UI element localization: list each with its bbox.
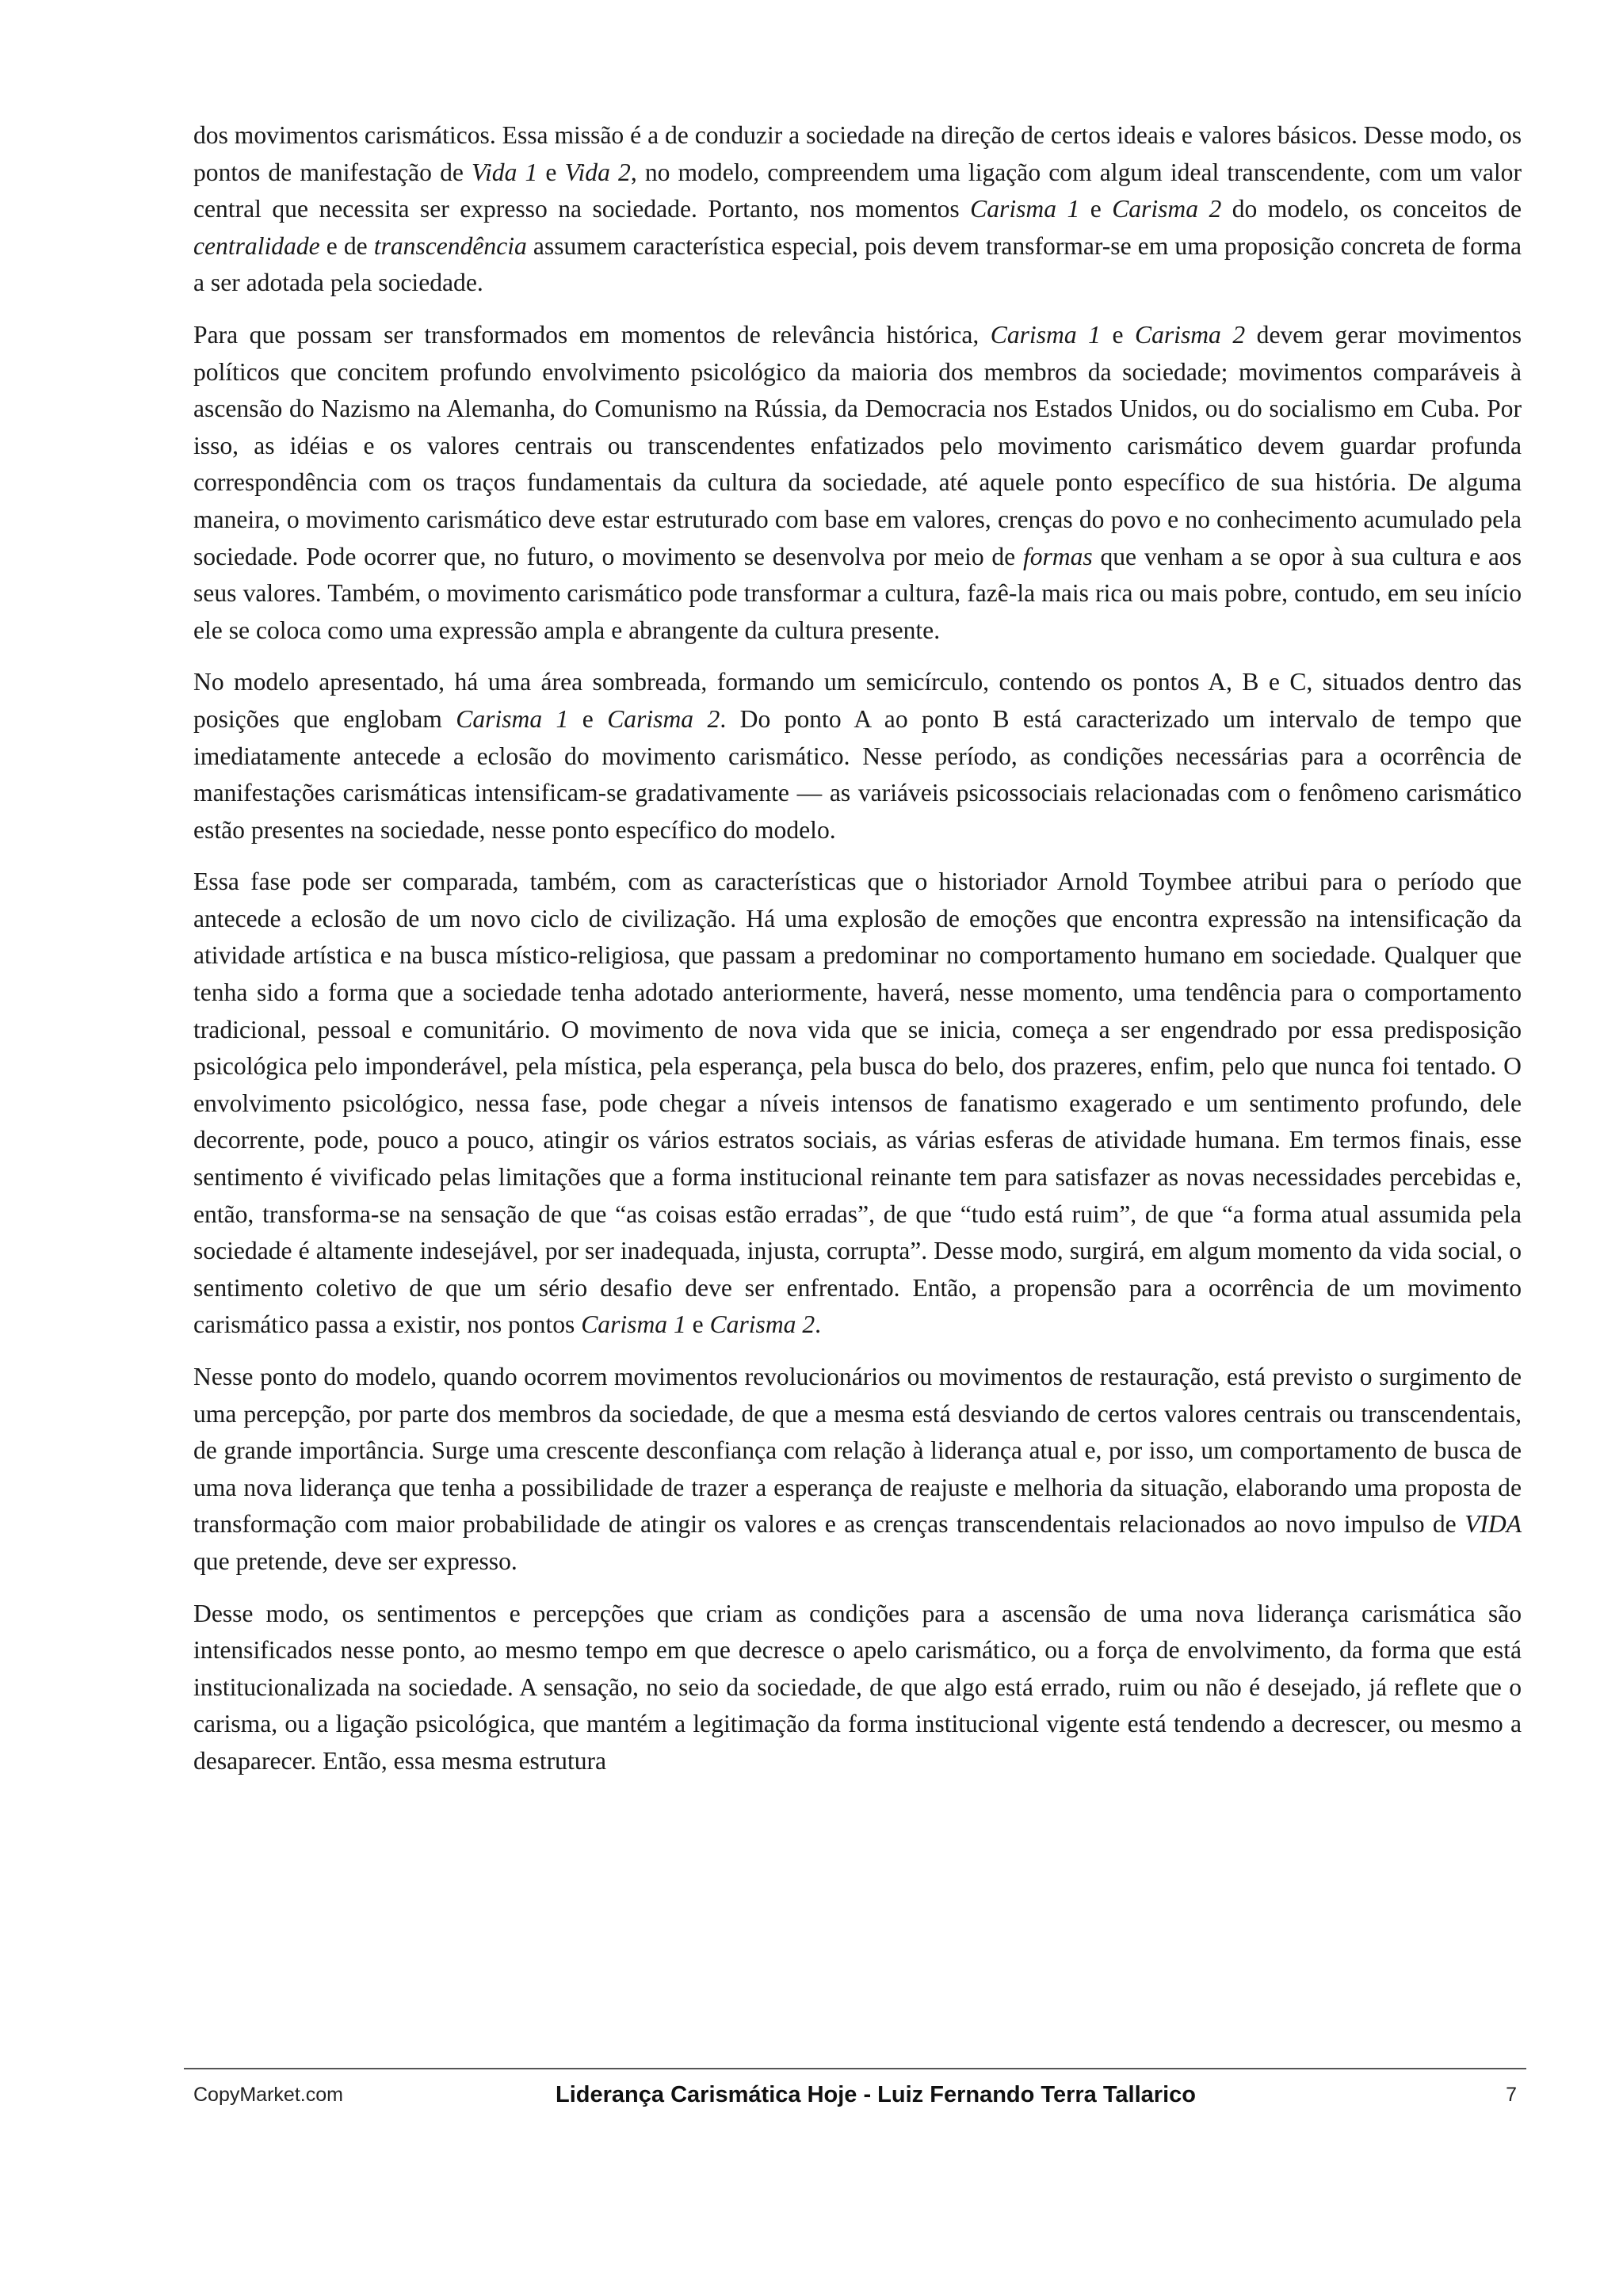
text-run: e <box>568 704 608 733</box>
text-run: e <box>685 1310 710 1339</box>
body-paragraph <box>193 117 1522 302</box>
italic-term: Carisma 2 <box>709 1310 815 1339</box>
text-run: que venham a se opor à sua cultura e aos seus valores. Também, o movimento carismático pode transformar a cultura, fazê-la mais rica ou mais pobre, contudo, em seu início ele se coloca como uma expressão ampla e abrangente da cultura presente. <box>193 542 1522 644</box>
text-run: . <box>815 1310 822 1339</box>
document-body <box>193 117 1522 1795</box>
body-paragraph <box>193 864 1522 1344</box>
text-run: Essa fase pode ser comparada, também, com as características que o historiador Arnold Toymbee atribui para o período que antecede a eclosão de um novo ciclo de civilização. Há uma explosão de emoções que encontra expressão na intensificação da atividade artística e na busca místico-religiosa, que passam a predominar no comportamento humano em sociedade. Qualquer que tenha sido a forma que a sociedade tenha adotado anteriormente, haverá, nesse momento, uma tendência para o comportamento tradicional, pessoal e comunitário. O movimento de nova vida que se inicia, começa a ser engendrado por essa predisposição psicológica pelo imponderável, pela mística, pela esperança, pela busca do belo, dos prazeres, enfim, pelo que nunca foi tentado. O envolvimento psicológico, nessa fase, pode chegar a níveis intensos de fanatismo exagerado e um sentimento profundo, dele decorrente, pode, pouco a pouco, atingir os vários estratos sociais, as várias esferas de atividade humana. Em termos finais, esse sentimento é vivificado pelas limitações que a forma institucional reinante tem para satisfazer as novas necessidades percebidas e, então, transforma-se na sensação de que “as coisas estão erradas”, de que “tudo está ruim”, de que “a forma atual assumida pela sociedade é altamente indesejável, por ser inadequada, injusta, corrupta”. Desse modo, surgirá, em algum momento da vida social, o sentimento coletivo de que um sério desafio deve ser enfrentado. Então, a propensão para a ocorrência de um movimento carismático passa a existir, nos pontos <box>193 868 1522 1339</box>
italic-term: Vida 2 <box>564 158 631 186</box>
italic-term: centralidade <box>193 231 320 260</box>
italic-term: Carisma 1 <box>456 704 569 733</box>
text-run: No modelo apresentado, há uma área sombreada, formando um semicírculo, contendo os pontos A, B e C, situados dentro das posições que englobam <box>193 668 1522 733</box>
italic-term: transcendência <box>373 231 527 260</box>
text-run: e <box>1100 320 1135 349</box>
footer-publisher: CopyMarket.com <box>193 2084 343 2106</box>
italic-term: Vida 1 <box>472 158 538 186</box>
italic-term: VIDA <box>1465 1510 1522 1539</box>
footer-title: Liderança Carismática Hoje - Luiz Fernando Terra Tallarico <box>556 2082 1196 2107</box>
text-run: Para que possam ser transformados em momentos de relevância histórica, <box>193 320 991 349</box>
text-run: Desse modo, os sentimentos e percepções que criam as condições para a ascensão de uma nova liderança carismática são intensificados nesse ponto, ao mesmo tempo em que decresce o apelo carismático, ou a força de envolvimento, da forma que está institucionalizada na sociedade. A sensação, no seio da sociedade, de que algo está errado, ruim ou não é desejado, já reflete que o carisma, ou a ligação psicológica, que mantém a legitimação da forma institucional vigente está tendendo a decrescer, ou mesmo a desaparecer. Então, essa mesma estrutura <box>193 1599 1522 1775</box>
text-run: dos movimentos carismáticos. Essa missão é a de conduzir a sociedade na direção de certos ideais e valores básicos. Desse modo, os pontos de manifestação de <box>193 121 1522 186</box>
footer-divider <box>184 2068 1526 2069</box>
italic-term: Carisma 1 <box>581 1310 686 1339</box>
text-run: que pretende, deve ser expresso. <box>193 1547 517 1575</box>
text-run: e <box>537 158 565 186</box>
italic-term: Carisma 2 <box>607 704 720 733</box>
text-run: Nesse ponto do modelo, quando ocorrem movimentos revolucionários ou movimentos de restauração, está previsto o surgimento de uma percepção, por parte dos membros da sociedade, de que a mesma está desviando de certos valores centrais ou transcendentais, de grande importância. Surge uma crescente desconfiança com relação à liderança atual e, por isso, um comportamento de busca de uma nova liderança que tenha a possibilidade de trazer a esperança de reajuste e melhoria da situação, elaborando uma proposta de transformação com maior probabilidade de atingir os valores e as crenças transcendentais relacionados ao novo impulso de <box>193 1363 1522 1539</box>
text-run: , no modelo, compreendem uma ligação com algum ideal transcendente, com um valor central que necessita ser expresso na sociedade. Portanto, nos momentos <box>193 158 1522 223</box>
italic-term: formas <box>1022 542 1093 570</box>
page-footer <box>193 2081 1517 2112</box>
body-paragraph <box>193 664 1522 849</box>
text-run: e <box>1079 195 1113 223</box>
text-run: do modelo, os conceitos de <box>1221 195 1522 223</box>
italic-term: Carisma 1 <box>990 320 1101 349</box>
body-paragraph <box>193 317 1522 649</box>
text-run: . Do ponto A ao ponto B está caracterizado um intervalo de tempo que imediatamente antecede a eclosão do movimento carismático. Nesse período, as condições necessárias para a ocorrência de manifestações carismáticas intensificam-se gradativamente — as variáveis psicossociais relacionadas com o fenômeno carismático estão presentes na sociedade, nesse ponto específico do modelo. <box>193 704 1522 844</box>
body-paragraph <box>193 1596 1522 1780</box>
text-run: e de <box>319 231 374 260</box>
page-number: 7 <box>1506 2084 1517 2106</box>
text-run: assumem característica especial, pois devem transformar-se em uma proposição concreta de forma a ser adotada pela sociedade. <box>193 231 1522 297</box>
text-run: devem gerar movimentos políticos que concitem profundo envolvimento psicológico da maioria dos membros da sociedade; movimentos comparáveis à ascensão do Nazismo na Alemanha, do Comunismo na Rússia, da Democracia nos Estados Unidos, ou do socialismo em Cuba. Por isso, as idéias e os valores centrais ou transcendentes enfatizados pelo movimento carismático devem guardar profunda correspondência com os traços fundamentais da cultura da sociedade, até aquele ponto específico de sua história. De alguma maneira, o movimento carismático deve estar estruturado com base em valores, crenças do povo e no conhecimento acumulado pela sociedade. Pode ocorrer que, no futuro, o movimento se desenvolva por meio de <box>193 320 1522 570</box>
italic-term: Carisma 1 <box>970 195 1080 223</box>
italic-term: Carisma 2 <box>1135 320 1246 349</box>
body-paragraph <box>193 1359 1522 1581</box>
italic-term: Carisma 2 <box>1112 195 1222 223</box>
